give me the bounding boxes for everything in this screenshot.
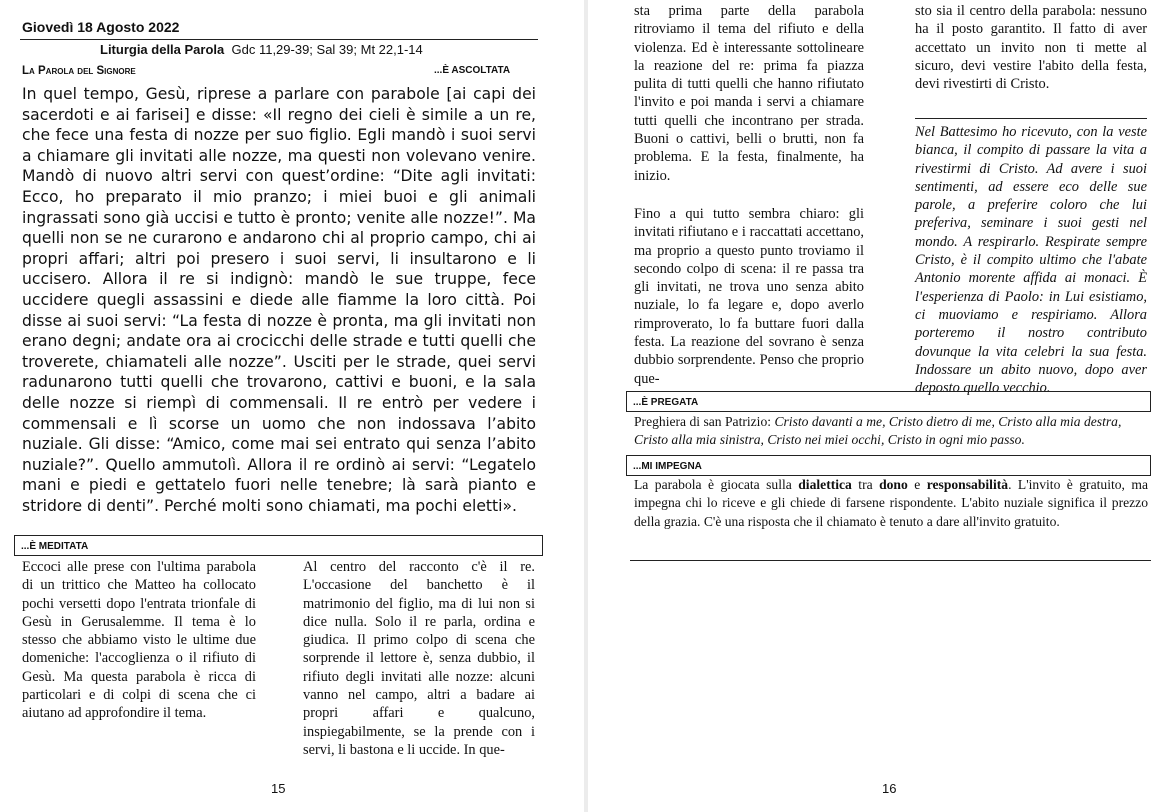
- prayer-text: Cristo davanti a me, Cristo dietro di me, Cristo alla mia destra, Cristo alla mia sinistra, Cristo nei miei occhi, Cristo in ogni mio passo.: [634, 414, 1122, 448]
- prayer-intro: Preghiera di san Patrizio:: [634, 414, 772, 429]
- right-column-1b: Fino a qui tutto sembra chiaro: gli invitati rifiutano e i raccattati accettano, ma proprio a questo punto troviamo il secondo colpo di scena: il re passa tra gli invitati, ne trova uno senza abito nuziale, lo fa legare e, dopo averlo rimproverato, lo fa buttare fuori dalla festa. La reazione del sovrano è senza dubbio sorprendente. Penso che proprio que-: [634, 206, 864, 387]
- liturgy-line: [100, 42, 540, 57]
- prayed-box: ...È PREGATA: [626, 391, 1151, 412]
- page-number-15: 15: [271, 781, 286, 796]
- commit-part-b: tra: [858, 477, 873, 492]
- commitment-text: [634, 476, 1148, 531]
- gospel-text: In quel tempo, Gesù, riprese a parlare con parabole [ai capi dei sacerdoti e ai farisei] e disse: «Il regno dei cieli è simile a un re, che fece una festa di nozze per suo figlio. Egli mandò i suoi servi a chiamare gli invitati alle nozze, ma questi non volevano venire. Mandò di nuovo altri servi con quest’ordine: “Dite agli invitati: Ecco, ho preparato il mio pranzo; i miei buoi e gli animali ingrassati sono già uccisi e tutto è pronto; venite alle nozze!”. Ma quelli non se ne curarono e andarono chi al proprio campo, chi ai propri affari; altri poi presero i suoi servi, li insultarono e li uccisero. Allora il re si indignò: mandò le sue truppe, fece uccidere quegli assassini e diede alle fiamme la loro città. Poi disse ai suoi servi: “La festa di nozze è pronta, ma gli invitati non erano degni; andate ora ai crocicchi delle strade e tutti quelli che troverete, chiamateli alle nozze”. Usciti per le strade, quei servi radunarono tutti quelli che trovarono, cattivi e buoni, e la sala delle nozze si riempì di commensali. Il re entrò per vedere i commensali e lì scorse un uomo che non indossava l’abito nuziale. Gli disse: “Amico, come mai sei entrato qui senza l’abito nuziale?”. Quello ammutolì. Allora il re ordinò ai servi: “Legatelo mani e piedi e gettatelo fuori nelle tenebre; là sarà pianto e stridore di denti”. Perché molti sono chiamati, ma pochi eletti».: [22, 85, 536, 515]
- meditated-box: ...È MEDITATA: [14, 535, 543, 556]
- liturgy-refs: Gdc 11,29-39; Sal 39; Mt 22,1-14: [231, 42, 423, 57]
- commit-bold-responsabilita: responsabilità: [926, 477, 1009, 492]
- commit-part-c: e: [914, 477, 921, 492]
- commit-part-a: La parabola è giocata sulla: [634, 477, 792, 492]
- bottom-rule: [630, 560, 1151, 561]
- section-parola: La Parola del Signore: [22, 65, 136, 77]
- commit-bold-dono: dono: [879, 477, 908, 492]
- page-15: [0, 0, 584, 812]
- right-column-2: sto sia il centro della parabola: nessuno ha il posto garantito. Il fatto di aver accettato un invito non ti mette al sicuro, devi vestire l'abito della festa, devi rivestirti di Cristo.: [915, 3, 1147, 93]
- right-column-1a: sta prima parte della parabola ritroviamo il tema del rifiuto e della violenza. Ed è interessante sottolineare la reazione del re: prima fa piazza pulita di tutti quelli che hanno rifiutato l'invito e poi manda i servi a chiamare tutti quelli che incontrano per strada. Buoni o cattivi, belli o brutti, non fa problema. E la festa, finalmente, ha inizio.: [634, 3, 864, 184]
- column-separator: [915, 118, 1147, 119]
- commit-box: ...MI IMPEGNA: [626, 455, 1151, 476]
- commit-bold-dialettica: dialettica: [798, 477, 852, 492]
- page-number-16: 16: [882, 781, 897, 796]
- reflection-italic: Nel Battesimo ho ricevuto, con la veste bianca, il compito di passare la vita a rivestirmi di Cristo. Ad avere i suoi sentimenti, ad essere eco delle sue parole, a preferire coloro che lui preferiva, seminare i suoi gesti nel mondo. A respirarlo. Respirate sempre Cristo, è il compito ultimo che l'abate Antonio morente affida ai monaci. È l'esperienza di Paolo: in Lui esistiamo, ci muoviamo e respiriamo. Allora porteremo il nostro contributo dovunque la vita celebri la sua festa. Indossare un abito nuovo, dopo aver deposto quello vecchio.: [915, 124, 1147, 397]
- meditation-column-2: Al centro del racconto c'è il re. L'occasione del banchetto è il matrimonio del figlio, ma di lui non si dice nulla. Solo il re parla, ordina e giudica. Il primo colpo di scena che sorprende il lettore è, senza dubbio, il rifiuto degli invitati alle nozze: alcuni vanno nel campo, altri a badare ai propri affari e qualcuno, inspiegabilmente, se la prende con i servi, li bastona e li uccide. In que-: [303, 559, 535, 758]
- section-ascoltata: ...È ASCOLTATA: [434, 65, 511, 76]
- date-header: Giovedì 18 Agosto 2022: [22, 19, 180, 35]
- page-16: [588, 0, 1175, 812]
- meditation-column-1: Eccoci alle prese con l'ultima parabola di un trittico che Matteo ha collocato pochi versetti dopo l'entrata trionfale di Gesù in Gerusalemme. Il tema è lo stesso che abbiamo visto le ultime due domeniche: l'accoglienza o il rifiuto di Gesù. Ma questa parabola è ricca di particolari e di colpi di scena che ci aiutano ad approfondire il tema.: [22, 559, 256, 722]
- liturgy-title: Liturgia della Parola: [100, 42, 225, 57]
- commit-part-d: . L'invito è gratuito, ma impegna chi lo riceve e gli chiede di farsene rispondente. L'abito nuziale significa il prezzo della grazia. C'è una risposta che il chiamato è tenuto a dare all'invito gratuito.: [634, 477, 1148, 529]
- header-rule: [20, 39, 538, 40]
- prayer-block: [634, 413, 1152, 450]
